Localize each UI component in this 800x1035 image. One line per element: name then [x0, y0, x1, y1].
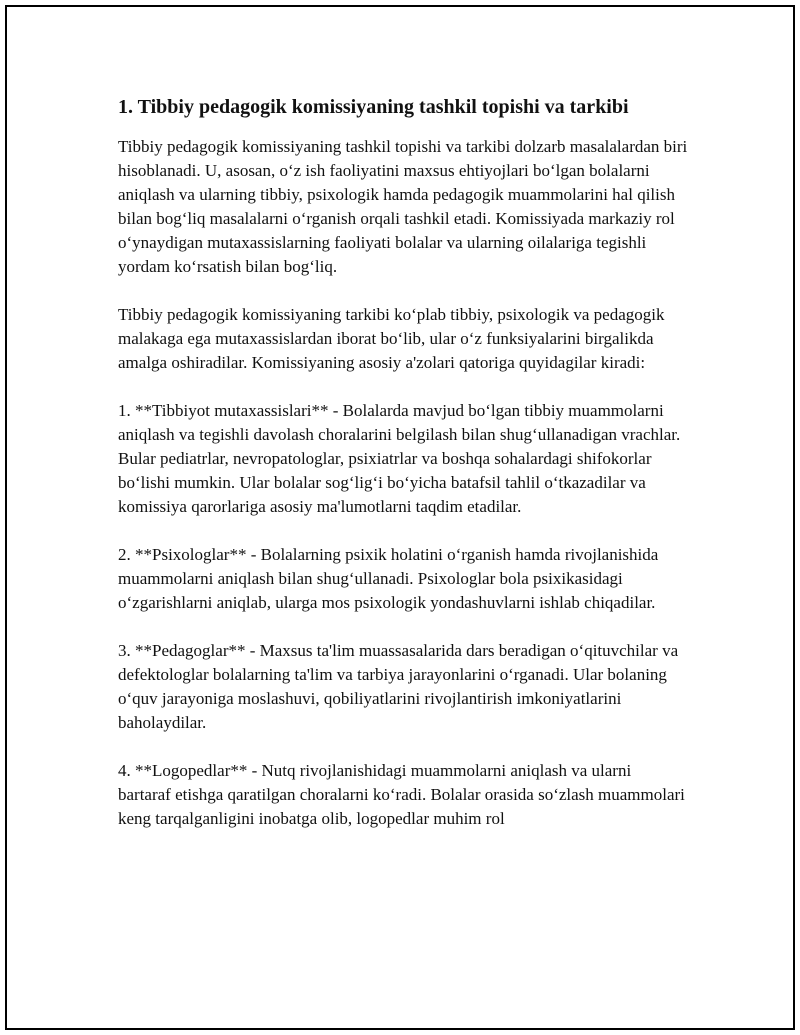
list-item-speech-therapists: 4. **Logopedlar** - Nutq rivojlanishidagi muammolarni aniqlash va ularni bartaraf etishga qaratilgan choralarni ko‘radi. Bolalar orasida so‘zlash muammolari keng tarqalganligini inobatga olib, logopedlar muhim rol	[118, 761, 685, 828]
list-item-pedagogues: 3. **Pedagoglar** - Maxsus ta'lim muassasalarida dars beradigan o‘qituvchilar va defektologlar bolalarning ta'lim va tarbiya jarayonlarini o‘rganadi. Ular bolaning o‘quv jarayoniga moslashuvi, qobiliyatlarini rivojlantirish imkoniyatlarini baholaydilar.	[118, 641, 679, 732]
paragraph-composition: Tibbiy pedagogik komissiyaning tarkibi ko‘plab tibbiy, psixologik va pedagogik malakaga ega mutaxassislardan iborat bo‘lib, ular o‘z funksiyalarini birgalikda amalga oshiradilar. Komissiyaning asosiy a'zolari qatoriga quyidagilar kiradi:	[118, 305, 665, 372]
section-title: 1. Tibbiy pedagogik komissiyaning tashkil topishi va tarkibi	[118, 96, 629, 118]
list-item-psychologists: 2. **Psixologlar** - Bolalarning psixik holatini o‘rganish hamda rivojlanishida muammolarni aniqlash bilan shug‘ullanadi. Psixologlar bola psixikasidagi o‘zgarishlarni aniqlab, ularga mos psixologik yondashuvlarni ishlab chiqadilar.	[118, 545, 659, 612]
list-item-medical-specialists: 1. **Tibbiyot mutaxassislari** - Bolalarda mavjud bo‘lgan tibbiy muammolarni aniqlash va tegishli davolash choralarini belgilash bilan shug‘ullanadigan vrachlar. Bular pediatrlar, nevropatologlar, psixiatrlar va boshqa sohalardagi shifokorlar bo‘lishi mumkin. Ular bolalar sog‘lig‘i bo‘yicha batafsil tahlil o‘tkazadilar va komissiya qarorlariga asosiy ma'lumotlarni taqdim etadilar.	[118, 401, 681, 516]
paragraph-intro: Tibbiy pedagogik komissiyaning tashkil topishi va tarkibi dolzarb masalalardan biri hisoblanadi. U, asosan, o‘z ish faoliyatini maxsus ehtiyojlari bo‘lgan bolalarni aniqlash va ularning tibbiy, psixologik hamda pedagogik muammolarini hal qilish bilan bog‘liq masalalarni o‘rganish orqali tashkil etadi. Komissiyada markaziy rol o‘ynaydigan mutaxassislarning faoliyati bolalar va ularning oilalariga tegishli yordam ko‘rsatish bilan bog‘liq.	[118, 137, 688, 276]
document-body	[118, 93, 688, 855]
